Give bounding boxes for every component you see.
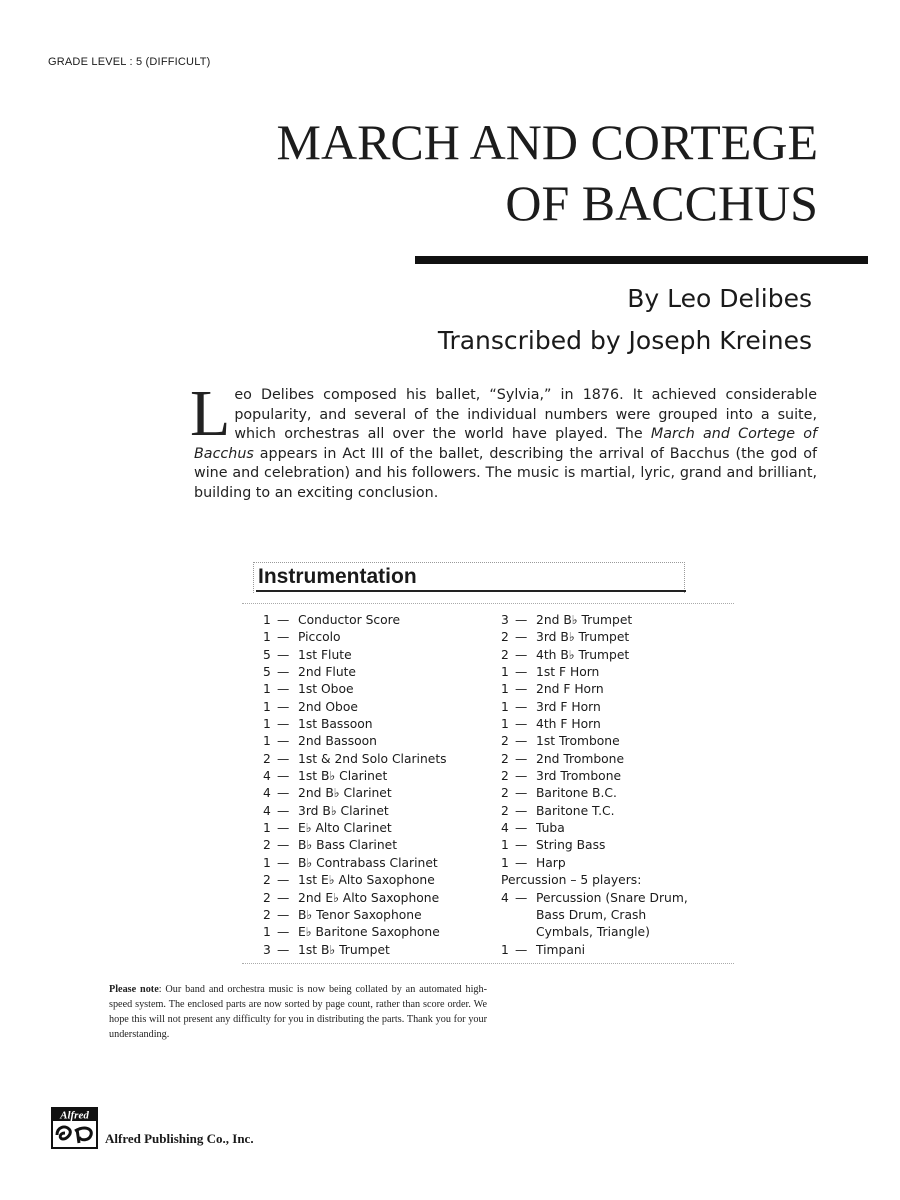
instrument-dash: — bbox=[515, 717, 528, 732]
instrument-name: 1st Bassoon bbox=[298, 717, 373, 732]
instrument-dash: — bbox=[277, 682, 290, 697]
instrument-row bbox=[501, 699, 688, 716]
instrumentation-heading: Instrumentation bbox=[258, 565, 417, 588]
instrument-name: 4th B♭ Trumpet bbox=[536, 647, 630, 662]
instrument-qty: 1 bbox=[263, 699, 271, 714]
instrument-name: 1st Oboe bbox=[298, 682, 354, 697]
instrument-items-right bbox=[501, 612, 688, 872]
instrument-dash: — bbox=[277, 821, 290, 836]
grade-level: GRADE LEVEL : 5 (DIFFICULT) bbox=[48, 56, 211, 68]
composer-credit: By Leo Delibes bbox=[627, 284, 812, 313]
instrument-row bbox=[263, 733, 447, 750]
instrument-name: 2nd Oboe bbox=[298, 699, 358, 714]
instrument-row bbox=[263, 890, 447, 907]
instrument-dash: — bbox=[277, 890, 290, 905]
instrument-name: Piccolo bbox=[298, 630, 341, 645]
logo-text: Alfred bbox=[60, 1109, 89, 1122]
instrument-qty: 4 bbox=[501, 821, 509, 836]
instrument-dash: — bbox=[277, 613, 290, 627]
instrument-name: B♭ Tenor Saxophone bbox=[298, 907, 422, 922]
instrument-name: 1st B♭ Trumpet bbox=[298, 942, 390, 957]
instrument-name: Timpani bbox=[536, 942, 586, 957]
instrument-row bbox=[501, 647, 688, 664]
instrument-name: 3rd B♭ Clarinet bbox=[298, 803, 389, 818]
instrument-qty: 5 bbox=[263, 665, 271, 680]
instrument-name: 2nd B♭ Trumpet bbox=[536, 613, 633, 627]
instrument-row bbox=[263, 803, 447, 820]
instrument-dash: — bbox=[515, 838, 528, 853]
instrument-qty: 2 bbox=[501, 769, 509, 784]
note-label: Please note bbox=[109, 984, 159, 995]
instrument-dash: — bbox=[515, 682, 528, 697]
instrument-row bbox=[263, 664, 447, 681]
instrument-name: 2nd Trombone bbox=[536, 751, 625, 766]
intro-italic-title: March and Cortege of Bacchus bbox=[194, 426, 817, 462]
instrument-dash: — bbox=[277, 769, 290, 784]
instrument-row bbox=[263, 612, 447, 629]
instrument-name: 3rd B♭ Trumpet bbox=[536, 630, 630, 645]
intro-text-1: eo Delibes composed his ballet, “Sylvia,” in 1876. It achieved considerable popularity, and several of the individual numbers were grouped into a suite, which orchestras all over the world have played. The bbox=[234, 387, 817, 442]
instrument-dash: — bbox=[515, 786, 528, 801]
drop-cap: L bbox=[190, 377, 231, 450]
instrument-dash: — bbox=[515, 821, 528, 836]
percussion-header: Percussion – 5 players: bbox=[501, 873, 642, 888]
instrument-name: Tuba bbox=[536, 821, 565, 836]
instrument-qty: 1 bbox=[263, 613, 271, 627]
instrument-qty: 1 bbox=[263, 925, 271, 940]
instrument-name: 2nd B♭ Clarinet bbox=[298, 786, 392, 801]
percussion-line-2: Bass Drum, Crash bbox=[536, 907, 647, 922]
instrument-dash: — bbox=[515, 890, 528, 905]
instrument-dash: — bbox=[277, 699, 290, 714]
instrument-row bbox=[263, 629, 447, 646]
instrument-qty: 2 bbox=[263, 838, 271, 853]
instrument-dash: — bbox=[277, 734, 290, 749]
instrument-qty: 2 bbox=[501, 647, 509, 662]
instrument-name: Baritone B.C. bbox=[536, 786, 617, 801]
instrument-dash: — bbox=[515, 769, 528, 784]
instrument-list-left bbox=[263, 612, 447, 959]
instrument-qty: 3 bbox=[501, 613, 509, 627]
instrument-row bbox=[501, 716, 688, 733]
instrument-row bbox=[501, 733, 688, 750]
instrument-dash: — bbox=[515, 751, 528, 766]
instrument-name: B♭ Contrabass Clarinet bbox=[298, 855, 438, 870]
instrument-row bbox=[501, 855, 688, 872]
instrument-dash: — bbox=[277, 630, 290, 645]
instrument-dash: — bbox=[515, 665, 528, 680]
instrument-name: 3rd F Horn bbox=[536, 699, 601, 714]
instrument-name: B♭ Bass Clarinet bbox=[298, 838, 398, 853]
instrument-name: 1st B♭ Clarinet bbox=[298, 769, 388, 784]
title-line-1: MARCH AND CORTEGE bbox=[276, 114, 818, 170]
instrument-dash: — bbox=[515, 942, 528, 957]
instrument-dash: — bbox=[277, 786, 290, 801]
instrument-qty: 1 bbox=[263, 682, 271, 697]
instrument-qty: 1 bbox=[501, 855, 509, 870]
alfred-logo-icon bbox=[51, 1107, 98, 1149]
instrument-dash: — bbox=[515, 803, 528, 818]
instrument-name: 2nd E♭ Alto Saxophone bbox=[298, 890, 440, 905]
instrument-row bbox=[263, 820, 447, 837]
instrument-dash: — bbox=[277, 942, 290, 957]
instrument-dash: — bbox=[515, 630, 528, 645]
instrument-name: 1st Flute bbox=[298, 647, 352, 662]
instrument-dash: — bbox=[515, 699, 528, 714]
instrument-row bbox=[263, 942, 447, 959]
instrument-qty: 1 bbox=[263, 630, 271, 645]
instrumentation-rule bbox=[256, 590, 686, 592]
instrument-qty: 1 bbox=[501, 942, 509, 957]
instrument-qty: 1 bbox=[501, 665, 509, 680]
instrument-name: 2nd F Horn bbox=[536, 682, 604, 697]
instrument-qty: 2 bbox=[501, 803, 509, 818]
instrument-row bbox=[501, 751, 688, 768]
instrument-row bbox=[263, 751, 447, 768]
instrument-dash: — bbox=[277, 925, 290, 940]
instrument-dash: — bbox=[277, 803, 290, 818]
instrument-qty: 3 bbox=[263, 942, 271, 957]
publisher-name: Alfred Publishing Co., Inc. bbox=[105, 1131, 254, 1146]
instrument-row bbox=[501, 803, 688, 820]
instrument-qty: 4 bbox=[263, 803, 271, 818]
instrument-row bbox=[263, 855, 447, 872]
dotted-divider-top bbox=[242, 603, 734, 604]
instrument-row bbox=[263, 681, 447, 698]
instrument-qty: 4 bbox=[263, 786, 271, 801]
percussion-line-1: Percussion (Snare Drum, bbox=[536, 890, 688, 905]
instrument-dash: — bbox=[277, 855, 290, 870]
instrument-row bbox=[263, 785, 447, 802]
instrument-qty: 2 bbox=[263, 873, 271, 888]
instrument-qty: 1 bbox=[263, 734, 271, 749]
instrument-name: 1st E♭ Alto Saxophone bbox=[298, 873, 435, 888]
instrument-name: Baritone T.C. bbox=[536, 803, 615, 818]
instrument-row bbox=[501, 664, 688, 681]
instrument-qty: 1 bbox=[263, 821, 271, 836]
instrument-row bbox=[263, 924, 447, 941]
instrument-dash: — bbox=[277, 647, 290, 662]
instrument-name: Harp bbox=[536, 855, 566, 870]
instrument-row bbox=[263, 837, 447, 854]
instrument-dash: — bbox=[515, 647, 528, 662]
instrument-qty: 2 bbox=[501, 630, 509, 645]
intro-text-2: appears in Act III of the ballet, describing the arrival of Bacchus (the god of wine and celebration) and his followers. The music is martial, lyric, grand and brilliant, building to an exciting conclusion. bbox=[194, 445, 817, 501]
instrument-name: 1st F Horn bbox=[536, 665, 600, 680]
instrument-row bbox=[263, 716, 447, 733]
collation-note bbox=[109, 982, 487, 1042]
instrument-row bbox=[263, 872, 447, 889]
instrument-name: String Bass bbox=[536, 838, 606, 853]
title-line-2: OF BACCHUS bbox=[505, 175, 818, 231]
instrument-name: 1st & 2nd Solo Clarinets bbox=[298, 751, 447, 766]
instrument-row bbox=[501, 612, 688, 629]
instrument-name: 1st Trombone bbox=[536, 734, 620, 749]
instrument-dash: — bbox=[277, 838, 290, 853]
instrument-row bbox=[501, 837, 688, 854]
instrument-name: E♭ Alto Clarinet bbox=[298, 821, 392, 836]
instrument-qty: 2 bbox=[501, 734, 509, 749]
instrument-qty: 1 bbox=[501, 838, 509, 853]
instrument-qty: 5 bbox=[263, 647, 271, 662]
instrument-row bbox=[501, 820, 688, 837]
instrument-qty: 1 bbox=[501, 717, 509, 732]
instrument-qty: 1 bbox=[501, 699, 509, 714]
instrument-qty: 2 bbox=[501, 786, 509, 801]
instrument-name: 2nd Bassoon bbox=[298, 734, 377, 749]
instrument-row bbox=[501, 629, 688, 646]
intro-paragraph bbox=[190, 377, 817, 503]
instrument-qty: 1 bbox=[501, 682, 509, 697]
instrument-dash: — bbox=[277, 907, 290, 922]
instrument-qty: 1 bbox=[263, 717, 271, 732]
instrument-qty: 2 bbox=[263, 890, 271, 905]
timpani-item bbox=[501, 942, 688, 959]
instrument-name: 4th F Horn bbox=[536, 717, 601, 732]
instrument-name: 3rd Trombone bbox=[536, 769, 622, 784]
instrument-dash: — bbox=[515, 734, 528, 749]
percussion-line-3: Cymbals, Triangle) bbox=[536, 925, 650, 940]
instrument-name: E♭ Baritone Saxophone bbox=[298, 925, 440, 940]
instrument-dash: — bbox=[277, 665, 290, 680]
note-text: : Our band and orchestra music is now being collated by an automated high-speed system. The enclosed parts are now sorted by page count, rather than score order. We hope this will not present any difficulty for you in distributing the parts. Thank you for your understanding. bbox=[109, 984, 487, 1040]
instrument-dash: — bbox=[277, 717, 290, 732]
page-title bbox=[100, 112, 818, 234]
instrument-name: Conductor Score bbox=[298, 613, 401, 627]
instrument-qty: 2 bbox=[263, 907, 271, 922]
dotted-divider-bottom bbox=[242, 963, 734, 964]
instrument-row bbox=[263, 647, 447, 664]
title-rule bbox=[415, 256, 868, 264]
instrument-name: 2nd Flute bbox=[298, 665, 357, 680]
instrument-row bbox=[263, 907, 447, 924]
instrument-dash: — bbox=[515, 613, 528, 627]
instrument-list-right bbox=[501, 612, 688, 959]
instrument-dash: — bbox=[277, 873, 290, 888]
instrument-qty: 4 bbox=[501, 890, 509, 905]
instrument-row bbox=[501, 785, 688, 802]
instrument-row bbox=[501, 681, 688, 698]
instrument-row bbox=[263, 768, 447, 785]
instrument-dash: — bbox=[515, 855, 528, 870]
transcriber-credit: Transcribed by Joseph Kreines bbox=[437, 326, 812, 355]
instrument-row bbox=[263, 699, 447, 716]
percussion-item bbox=[501, 890, 688, 907]
instrument-dash: — bbox=[277, 751, 290, 766]
instrument-qty: 2 bbox=[501, 751, 509, 766]
instrument-qty: 2 bbox=[263, 751, 271, 766]
instrument-qty: 1 bbox=[263, 855, 271, 870]
instrument-row bbox=[501, 768, 688, 785]
instrument-qty: 4 bbox=[263, 769, 271, 784]
